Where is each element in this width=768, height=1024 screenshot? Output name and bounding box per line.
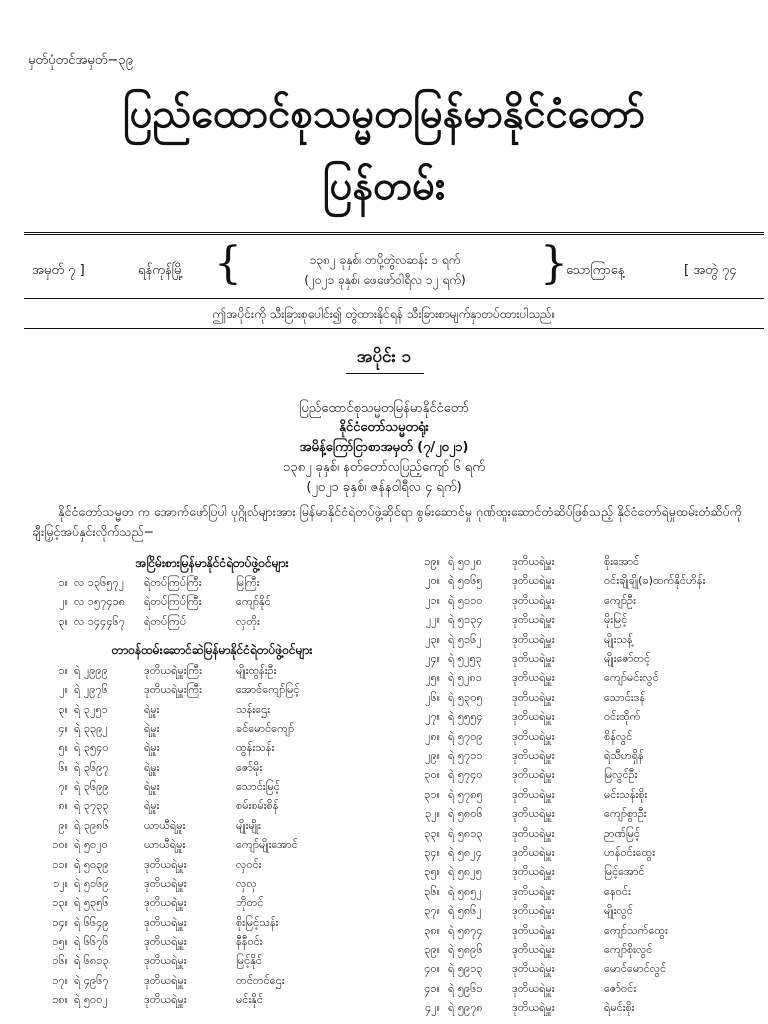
list-item	[412, 671, 768, 690]
volume-number: [ အတွဲ ၇၄	[684, 263, 737, 278]
header-top-rule	[24, 232, 764, 233]
rank: ဒုတိယရဲမှူး	[144, 934, 187, 948]
member-name: လှဝင်း	[236, 857, 262, 871]
member-name: မိုးမြင့်	[604, 613, 628, 627]
member-name: ကျော်မျိုးအောင်	[236, 838, 298, 852]
rank: ဒုတိယရဲမှူး	[512, 826, 555, 840]
item-number: ၂၄။	[425, 652, 440, 665]
police-id: ရဲ ၆၈၁၃	[74, 954, 109, 968]
order-office: နိုင်ငံတော်သမ္မတရုံး	[339, 420, 429, 435]
police-id: ရဲ ၃၃၉၂	[74, 722, 108, 736]
serving-section-heading: တာဝန်ထမ်းဆောင်ဆဲမြန်မာနိုင်ငံရဲတပ်ဖွဲ့ဝင်များ	[111, 643, 313, 657]
item-number: ၁။	[58, 576, 68, 589]
rank: ရဲမှူး	[144, 780, 160, 794]
rank: ဒုတိယရဲမှူး	[144, 896, 187, 910]
order-date-gregorian: (၂၀၂၁ ခုနှစ်၊ ဇန်နဝါရီလ ၄ ရက်)	[306, 480, 462, 495]
item-number: ၁၄။	[52, 915, 68, 929]
police-id: ရဲ ၆၆၄၉	[74, 915, 109, 929]
member-name: သန်းဌေး	[236, 702, 270, 716]
rank: ဒုတိယရဲမှူး	[512, 923, 555, 937]
list-item	[412, 749, 768, 768]
item-number: ၁။	[58, 664, 68, 677]
police-id: ရဲ ၃၆၉၉	[74, 780, 109, 794]
list-item	[40, 819, 400, 838]
police-id: ရဲ ၅၇၈၅	[448, 787, 483, 801]
rank: ရဲမှူး	[144, 702, 160, 716]
police-id: ရဲ ၅၃၅၆	[74, 896, 109, 910]
item-number: ၂၃။	[425, 632, 440, 646]
police-id: ရဲ ၃၇၃၃	[74, 799, 109, 813]
list-item	[40, 703, 400, 722]
member-name: မျိုးသန့်	[604, 632, 633, 646]
rank: ရဲတပ်ကြပ်ကြီး	[144, 595, 202, 609]
member-name: မင်းနိုင်	[236, 992, 263, 1006]
member-name: မျိုးမျိုး	[236, 818, 261, 832]
header-bottom-rule	[24, 328, 764, 329]
member-name: မြင့်နိုင်	[236, 954, 263, 968]
rank: ရဲမှူး	[144, 799, 160, 813]
police-id: ရဲ ၅၁၃၄	[448, 613, 483, 627]
list-item	[412, 1001, 768, 1020]
police-id: ရဲ ၃၉၈၆	[74, 818, 109, 832]
rank: ဒုတိယရဲမှူး	[512, 1001, 555, 1015]
item-number: ၁၆။	[52, 954, 68, 968]
member-name: ခင်မောင်ကျော်	[236, 722, 295, 736]
member-name: မြကြီး	[236, 576, 260, 589]
item-number: ၃၉။	[424, 943, 440, 956]
retired-section-heading: အငြိမ်းစားမြန်မာနိုင်ငံရဲတပ်ဖွဲ့ဝင်များ	[135, 556, 289, 570]
list-item	[412, 846, 768, 865]
item-number: ၁၈။	[52, 992, 68, 1006]
rank: ရဲတပ်ကြပ်	[144, 614, 187, 628]
date-gregorian: (၂၀၂၁ ခုနှစ်၊ ဖေဖော်ဝါရီလ ၁၂ ရက်)	[304, 273, 466, 287]
item-number: ၁၁။	[52, 857, 68, 871]
item-number: ၆။	[58, 760, 68, 774]
rank: ရဲမှူး	[144, 722, 160, 736]
list-item	[40, 954, 400, 973]
rank: ရဲတပ်ကြပ်ကြီး	[144, 576, 202, 589]
member-name: ကျော်စွာဦး	[604, 807, 647, 821]
item-number: ၇။	[58, 780, 68, 794]
order-issuer: ပြည်ထောင်စုသမ္မတမြန်မာနိုင်ငံတော်	[299, 401, 469, 416]
police-id: ရဲ ၅၇၄၀	[448, 768, 483, 782]
member-name: မျိုးဇော်တင့်	[604, 652, 651, 665]
list-item	[412, 924, 768, 943]
list-item	[412, 865, 768, 884]
item-number: ၁၅။	[52, 934, 68, 948]
member-name: သောင်းမြင့်	[236, 780, 280, 794]
rank: ဒုတိယရဲမှူး	[512, 981, 555, 995]
rank: ဒုတိယရဲမှူး	[512, 710, 555, 724]
item-number: ၂၉။	[425, 749, 440, 762]
item-number: ၃။	[58, 614, 68, 628]
list-item	[412, 768, 768, 787]
member-name: ဇော်မိုး	[236, 760, 263, 774]
list-item	[412, 633, 768, 652]
member-name: စိုးအောင်	[604, 555, 640, 568]
item-number: ၃၆။	[424, 884, 440, 898]
rank: ဒုတိယရဲမှူး	[144, 992, 187, 1006]
item-number: ၈။	[58, 799, 68, 813]
rank: ဒုတိယရဲမှူးကြီး	[144, 664, 202, 677]
item-number: ၂။	[59, 683, 68, 697]
list-item	[412, 807, 768, 826]
police-id: ရဲ ၅၈၉၆	[448, 943, 483, 956]
list-item	[412, 982, 768, 1001]
member-name: ရဲသီဟရှိန်	[604, 749, 644, 762]
police-id: ရဲ ၅၇၁၁	[448, 749, 483, 762]
list-item	[40, 741, 400, 760]
part-underline	[346, 373, 424, 374]
list-item	[412, 574, 768, 593]
police-id: ရဲ ၅၈၂၅	[448, 865, 482, 879]
list-item	[40, 722, 400, 741]
member-name: စမ်းစမ်းစိန်	[236, 799, 279, 813]
rank: ဒုတိယရဲမှူး	[512, 768, 555, 782]
police-id: ရဲ ၅၈၀၆	[448, 807, 483, 821]
rank: ဒုတိယရဲမှူး	[512, 962, 555, 976]
item-number: ၃၁။	[424, 787, 440, 801]
rank: ဒုတိယရဲမှူး	[512, 846, 555, 859]
list-item	[412, 827, 768, 846]
list-item	[412, 613, 768, 632]
police-id: ရဲ ၅၈၆၂	[448, 904, 482, 918]
header-top-rule-2	[24, 234, 764, 235]
police-id: ရဲ ၅၁၆၉	[74, 876, 109, 890]
item-number: ၃။	[58, 702, 68, 716]
police-id: ရဲ ၅၁၁၀	[448, 593, 483, 607]
police-id: ရဲ ၂၉၇၆	[74, 683, 108, 697]
police-id: ရဲ ၅၈၁၃	[448, 826, 483, 840]
police-id: ရဲ ၅၀၆၅	[448, 574, 483, 588]
item-number: ၂၈။	[424, 729, 440, 743]
member-name: နေဝင်း	[604, 884, 631, 898]
rank: ယာယီရဲမှူး	[144, 838, 186, 852]
rank: ဒုတိယရဲမှူး	[512, 943, 555, 956]
member-name: ကျော်နိုင်	[236, 595, 271, 609]
list-item	[40, 993, 400, 1012]
order-paragraph: နိုင်ငံတော်သမ္မတ က အောက်ဖော်ပြပါ ပုဂ္ဂိုလ်များအား မြန်မာနိုင်ငံရဲတပ်ဖွဲ့ဆိုင်ရာ စွမ်းဆောင်မှု ဂုဏ်ထူးဆောင်တံဆိပ်ဖြစ်သည့် နိုင်ငံတော်ရဲမှုထမ်းတံဆိပ်ကို ချီးမြှင့်အပ်နှင်းလိုက်သည်−	[32, 504, 742, 539]
item-number: ၂။	[59, 595, 68, 609]
list-item	[412, 788, 768, 807]
police-id: ရဲ ၃၂၅၁	[74, 702, 108, 716]
list-item	[412, 904, 768, 923]
list-item	[40, 974, 400, 993]
item-number: ၃၅။	[424, 865, 440, 879]
member-name: မြလွင်ဦး	[604, 768, 638, 782]
item-number: ၃၄။	[424, 846, 440, 859]
item-number: ၃၈။	[424, 923, 440, 937]
member-name: ကျော်သက်ထွေး	[604, 923, 668, 937]
rank: ဒုတိယရဲမှူး	[512, 787, 555, 801]
police-id: လ ၁၄၄၄၆၇	[74, 614, 125, 628]
item-number: ၂၁။	[425, 593, 440, 607]
list-item	[40, 780, 400, 799]
member-name: မျိုးလွင်	[604, 904, 633, 918]
member-name: မောင်မောင်လွင်	[604, 962, 667, 976]
police-id: ရဲ ၅၂၅၃	[448, 652, 482, 665]
rank: ဒုတိယရဲမှူး	[512, 884, 555, 898]
list-item	[40, 664, 400, 683]
item-number: ၅။	[58, 741, 68, 755]
rank: ဒုတိယရဲမှူးကြီး	[144, 683, 202, 697]
rank: ဒုတိယရဲမှူး	[512, 555, 555, 568]
member-name: ကျော်စိုးလွင်	[604, 943, 653, 956]
list-item	[412, 710, 768, 729]
member-name: ဝင်းချိုချို(ခ)ထက်နိုင်ဟိန်း	[604, 574, 706, 588]
separate-binding-notice: ဤအပိုင်းကို သီးခြားစုပေါင်း၍ တွဲထားနိုင်ရန် သီးခြားစာမျက်နှာတပ်ထားပါသည်။	[212, 307, 556, 321]
member-name: မြင့်အောင်	[604, 865, 645, 879]
list-item	[40, 799, 400, 818]
list-item	[40, 858, 400, 877]
item-number: ၃၇။	[424, 904, 440, 918]
item-number: ၁၀။	[52, 838, 68, 852]
rank: ယာယီရဲမှူး	[144, 818, 186, 832]
member-name: သောင်းဒန်	[604, 690, 646, 704]
police-id: ရဲ ၅၉၇၈	[448, 1001, 483, 1015]
rank: ဒုတိယရဲမှူး	[512, 613, 555, 627]
member-name: ဘိုတင်	[236, 896, 264, 910]
list-item	[412, 730, 768, 749]
police-id: ရဲ ၅၉၁၃	[448, 962, 483, 976]
rank: ဒုတိယရဲမှူး	[512, 807, 555, 821]
member-name: ကျော်ဦး	[604, 593, 636, 607]
date-myanmar: ၁၃၈၂ ခုနှစ်၊ တပို့တွဲလဆန်း ၁ ရက်	[309, 253, 461, 267]
rank: ဒုတိယရဲမှူး	[512, 671, 555, 685]
member-name: မျိုးထွန်းဦး	[236, 664, 277, 677]
rank: ဒုတိယရဲမှူး	[144, 876, 187, 890]
order-number: အမိန့်ကြော်ငြာစာအမှတ် (၇/၂၀၂၁)	[299, 440, 469, 455]
list-item	[40, 761, 400, 780]
issue-number: အမှတ် ၇ ]	[32, 263, 85, 278]
rank: ရဲမှူး	[144, 741, 160, 755]
member-name: စိုးမြင့်သန်း	[236, 915, 279, 929]
rank: ဒုတိယရဲမှူး	[512, 632, 555, 646]
police-id: ရဲ ၅၀၂၈	[448, 555, 482, 568]
list-item	[40, 896, 400, 915]
member-name: ကျော်မင်းလွင်	[604, 671, 659, 685]
item-number: ၄၁။	[424, 981, 440, 995]
rank: ဒုတိယရဲမှူး	[512, 652, 555, 665]
list-item	[40, 683, 400, 702]
item-number: ၄၀။	[424, 962, 440, 976]
list-item	[412, 594, 768, 613]
rank: ဒုတိယရဲမှူး	[512, 904, 555, 918]
list-item	[412, 691, 768, 710]
item-number: ၁၉။	[424, 555, 440, 568]
member-name: မင်းသန်းစိုး	[604, 787, 648, 801]
item-number: ၃၃။	[424, 826, 440, 840]
member-name: ဝင်းထိုက်	[604, 710, 641, 724]
rank: ဒုတိယရဲမှူး	[144, 954, 187, 968]
item-number: ၁၂။	[53, 876, 68, 890]
header-mid-rule	[24, 298, 764, 299]
left-brace: {	[214, 238, 242, 289]
list-item	[40, 916, 400, 935]
member-name: တင်တင်ဌေး	[236, 973, 285, 987]
item-number: ၂၂။	[425, 613, 440, 627]
rank: ဒုတိယရဲမှူး	[144, 857, 187, 871]
list-item	[40, 595, 400, 614]
item-number: ၂၅။	[425, 671, 440, 685]
gazette-title: ပြည်ထောင်စုသမ္မတမြန်မာနိုင်ငံတော်	[123, 91, 645, 137]
member-name: လှလှ	[236, 876, 257, 890]
item-number: ၄၂။	[425, 1001, 440, 1015]
list-item	[412, 943, 768, 962]
item-number: ၂၀။	[425, 574, 440, 588]
order-date-myanmar: ၁၃၈၂ ခုနှစ်၊ နတ်တော်လပြည့်ကျော် ၆ ရက်	[283, 460, 485, 475]
police-id: လ ၁၃၆၅၇၂	[74, 576, 125, 589]
item-number: ၉။	[58, 818, 68, 832]
list-item	[40, 838, 400, 857]
publication-place: ရန်ကုန်မြို့	[138, 263, 184, 278]
police-id: ရဲ ၅၀၃၉	[74, 857, 109, 871]
member-name: ထွန်းသန်း	[236, 741, 275, 755]
police-id: ရဲ ၅၈၇၄	[448, 923, 483, 937]
item-number: ၂၆။	[425, 690, 440, 704]
police-id: ရဲ ၅၇၀၉	[448, 729, 483, 743]
member-name: ရဲမင်းစိုး	[604, 1001, 635, 1015]
list-item	[40, 576, 400, 595]
weekday: သောကြာနေ့	[566, 263, 625, 278]
right-brace: }	[540, 238, 568, 289]
part-heading: အပိုင်း ၁	[356, 347, 412, 367]
police-id: ရဲ ၅၅၅၄	[448, 710, 483, 724]
member-name: ဟန်ဝင်းထွေး	[604, 846, 655, 859]
police-id: ရဲ ၅၈၂၄	[448, 846, 482, 859]
member-name: စိန်လွင်	[604, 729, 633, 743]
rank: ဒုတိယရဲမှူး	[512, 749, 555, 762]
item-number: ၃၂။	[425, 807, 440, 821]
member-name: အောင်ကျော်မြင့်	[236, 683, 300, 697]
list-item	[412, 555, 768, 574]
rank: ဒုတိယရဲမှူး	[512, 574, 555, 588]
police-id: ရဲ ၆၆၇၆	[74, 934, 109, 948]
police-id: ရဲ ၅၃၀၅	[448, 690, 483, 704]
item-number: ၂၇။	[425, 710, 440, 724]
list-item	[412, 652, 768, 671]
rank: ဒုတိယရဲမှူး	[144, 915, 187, 929]
registration-number: မှတ်ပုံတင်အမှတ်−၃၉	[28, 53, 133, 68]
police-id: ရဲ ၅၁၆၂	[448, 632, 482, 646]
police-id: ရဲ ၅၉၆၁	[448, 981, 483, 995]
police-id: ရဲ ၅၈၅၂	[448, 884, 482, 898]
rank: ဒုတိယရဲမှူး	[144, 973, 187, 987]
police-id: ရဲ ၅၀၀၂	[74, 992, 108, 1006]
list-item	[412, 962, 768, 981]
police-id: ရဲ ၃၅၄၀	[74, 741, 109, 755]
police-id: လ ၁၅၇၄၁၈	[74, 595, 126, 609]
item-number: ၃၀။	[424, 768, 440, 782]
item-number: ၄။	[58, 722, 68, 736]
police-id: ရဲ ၅၀၂၀	[74, 838, 108, 852]
member-name: ဉာဏ်မြင့်	[604, 826, 640, 840]
list-item	[40, 877, 400, 896]
item-number: ၁၃။	[52, 896, 68, 910]
police-id: ရဲ ၃၆၉၇	[74, 760, 109, 774]
member-name: နီနီဝင်း	[236, 934, 263, 948]
rank: ဒုတိယရဲမှူး	[512, 690, 555, 704]
rank: ဒုတိယရဲမှူး	[512, 729, 555, 743]
list-item	[40, 935, 400, 954]
rank: ဒုတိယရဲမှူး	[512, 865, 555, 879]
member-name: ဇော်ဝင်း	[604, 981, 637, 995]
list-item	[412, 885, 768, 904]
list-item	[40, 615, 400, 634]
member-name: လှတိုး	[236, 614, 260, 628]
police-id: ရဲ ၄၉၆၇	[74, 973, 109, 987]
gazette-subtitle: ပြန်တမ်း	[322, 163, 446, 209]
police-id: ရဲ ၅၂၈၁	[448, 671, 482, 685]
item-number: ၁၇။	[52, 973, 68, 987]
rank: ဒုတိယရဲမှူး	[512, 593, 555, 607]
rank: ရဲမှူး	[144, 760, 160, 774]
police-id: ရဲ ၂၉၉၉	[74, 664, 108, 677]
